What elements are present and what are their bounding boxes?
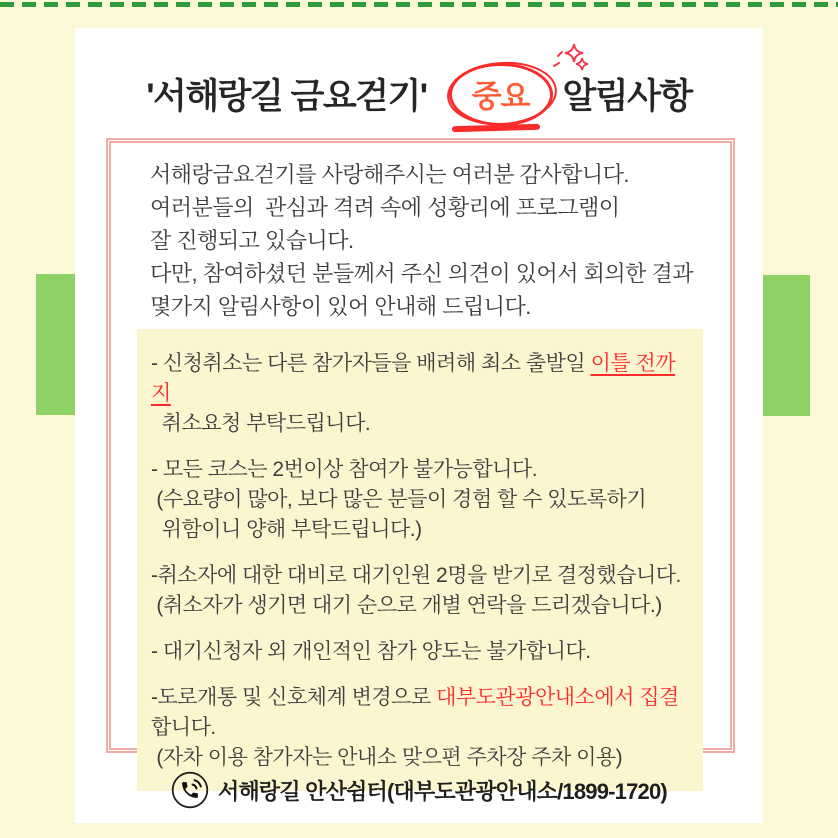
notice-item bbox=[151, 561, 691, 621]
notice-item bbox=[151, 637, 691, 667]
notice-line: - 대기신청자 외 개인적인 참가 양도는 불가합니다. bbox=[151, 640, 591, 663]
phone-icon bbox=[171, 771, 209, 809]
highlight-panel bbox=[137, 329, 703, 791]
notice-line: 취소요청 부탁드립니다. bbox=[151, 412, 371, 435]
notice-line: -취소자에 대한 대비로 대기인원 2명을 받기로 결정했습니다. bbox=[151, 564, 681, 587]
notice-line: 위함이니 양해 부탁드립니다.) bbox=[151, 518, 422, 541]
right-green-block bbox=[763, 275, 810, 416]
important-badge bbox=[449, 63, 553, 126]
notice-line: - 신청취소는 다른 참가자들을 배려해 최소 출발일 이틀 전까지 bbox=[151, 352, 676, 405]
notice-item bbox=[151, 683, 691, 773]
notice-item bbox=[151, 455, 691, 545]
intro-line: 다만, 참여하셨던 분들께서 주신 의견이 있어서 회의한 결과 bbox=[150, 261, 693, 286]
intro-text bbox=[111, 143, 730, 323]
intro-line: 잘 진행되고 있습니다. bbox=[150, 228, 354, 253]
notice-line: (취소자가 생기면 대기 순으로 개별 연락을 드리겠습니다.) bbox=[151, 594, 662, 617]
title-suffix: 알림사항 bbox=[562, 77, 692, 116]
title-prefix: '서해랑길 금요걷기' bbox=[146, 77, 427, 116]
left-green-block bbox=[36, 274, 76, 415]
notice-line: - 모든 코스는 2번이상 참여가 불가능합니다. bbox=[151, 458, 538, 481]
notice-line: -도로개통 및 신호체계 변경으로 대부도관광안내소에서 집결합니다. bbox=[151, 686, 679, 739]
important-badge-label: 중요 bbox=[471, 78, 530, 114]
intro-line: 몇가지 알림사항이 있어 안내해 드립니다. bbox=[150, 294, 531, 319]
intro-line: 서해랑금요걷기를 사랑해주시는 여러분 감사합니다. bbox=[150, 162, 629, 187]
footer bbox=[75, 770, 763, 810]
notice-list bbox=[151, 349, 691, 773]
contact-label: 서해랑길 안산쉼터(대부도관광안내소/1899-1720) bbox=[218, 778, 667, 804]
notice-line: (수요량이 많아, 보다 많은 분들이 경험 할 수 있도록하기 bbox=[151, 488, 647, 511]
intro-line: 여러분들의 관심과 격려 속에 성황리에 프로그램이 bbox=[150, 195, 620, 220]
sparkle-icon bbox=[538, 42, 590, 88]
notice-card bbox=[75, 28, 763, 823]
top-dashed-border bbox=[0, 2, 838, 7]
notice-box bbox=[106, 138, 735, 769]
page-title bbox=[75, 62, 763, 126]
notice-item bbox=[151, 349, 691, 439]
notice-line: (자차 이용 참가자는 안내소 맞으편 주차장 주차 이용) bbox=[151, 746, 623, 769]
